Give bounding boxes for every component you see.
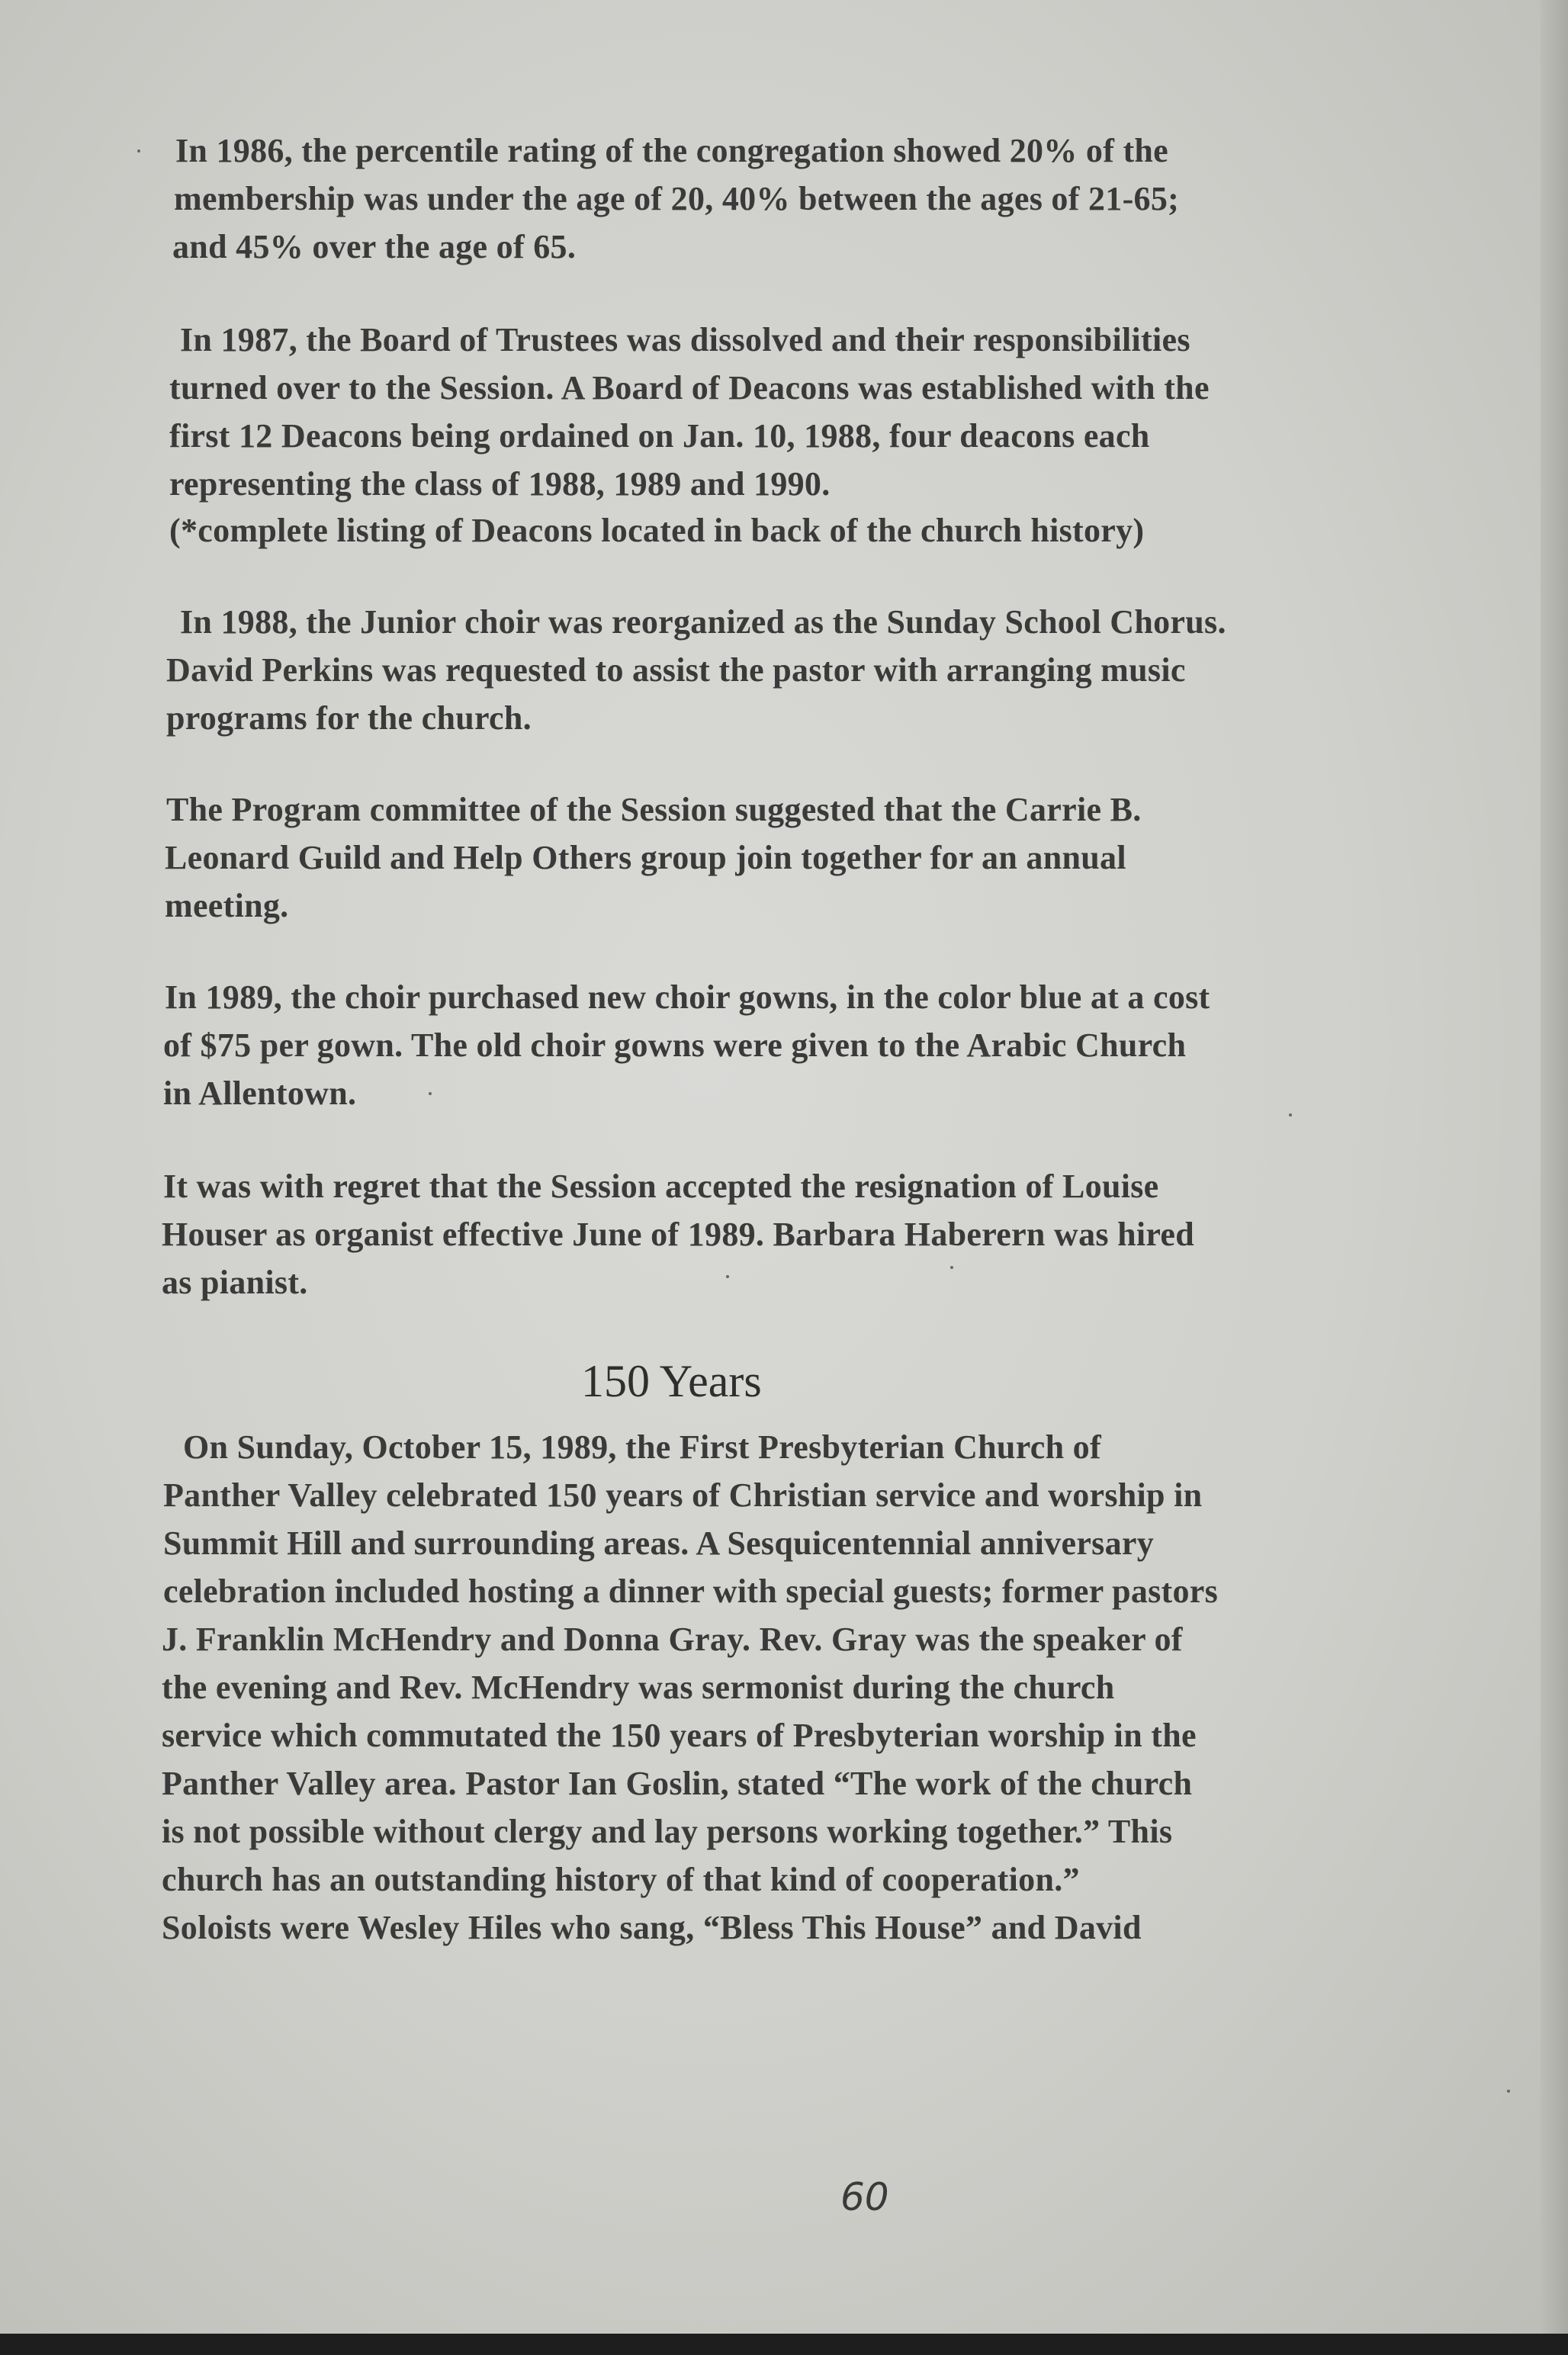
- text-line: Panther Valley area. Pastor Ian Goslin, stated “The work of the church: [162, 1765, 1193, 1802]
- text-line: In 1989, the choir purchased new choir gowns, in the color blue at a cost: [165, 978, 1210, 1016]
- scan-speck: [1507, 2090, 1510, 2093]
- text-line: representing the class of 1988, 1989 and 1990.: [169, 465, 831, 503]
- text-line: meeting.: [165, 887, 289, 924]
- page-shadow-edge: [1541, 0, 1568, 2334]
- text-line: In 1987, the Board of Trustees was dissolved and their responsibilities: [180, 321, 1190, 358]
- page-number: 60: [840, 2175, 889, 2219]
- text-line: Soloists were Wesley Hiles who sang, “Bless This House” and David: [162, 1909, 1142, 1946]
- text-line: service which commutated the 150 years of Presbyterian worship in the: [162, 1717, 1197, 1754]
- text-line: turned over to the Session. A Board of Deacons was established with the: [169, 369, 1210, 406]
- text-line: Leonard Guild and Help Others group join together for an annual: [165, 839, 1126, 876]
- text-line: (*complete listing of Deacons located in back of the church history): [169, 512, 1145, 549]
- scan-speck: [950, 1266, 953, 1269]
- scan-speck: [1289, 1113, 1292, 1116]
- scan-speck: [429, 1092, 432, 1095]
- text-line: It was with regret that the Session accepted the resignation of Louise: [163, 1168, 1159, 1205]
- text-line: J. Franklin McHendry and Donna Gray. Rev. Gray was the speaker of: [162, 1621, 1183, 1658]
- text-line: the evening and Rev. McHendry was sermonist during the church: [162, 1669, 1115, 1706]
- text-line: church has an outstanding history of that kind of cooperation.”: [162, 1861, 1080, 1898]
- text-line: David Perkins was requested to assist the pastor with arranging music: [166, 651, 1186, 689]
- scan-speck: [726, 1275, 729, 1278]
- text-line: in Allentown.: [163, 1075, 357, 1112]
- text-line: first 12 Deacons being ordained on Jan. 10, 1988, four deacons each: [169, 417, 1150, 455]
- text-line: Houser as organist effective June of 1989. Barbara Haberern was hired: [162, 1216, 1195, 1253]
- section-heading: 150 Years: [581, 1356, 762, 1406]
- text-line: In 1988, the Junior choir was reorganized as the Sunday School Chorus.: [180, 603, 1226, 641]
- text-line: is not possible without clergy and lay persons working together.” This: [162, 1813, 1173, 1850]
- text-line: membership was under the age of 20, 40% between the ages of 21-65;: [174, 180, 1180, 217]
- text-line: In 1986, the percentile rating of the congregation showed 20% of the: [175, 132, 1169, 169]
- text-line: On Sunday, October 15, 1989, the First Presbyterian Church of: [183, 1428, 1101, 1466]
- text-line: of $75 per gown. The old choir gowns were given to the Arabic Church: [163, 1026, 1187, 1064]
- text-line: and 45% over the age of 65.: [172, 228, 577, 265]
- text-line: as pianist.: [162, 1264, 308, 1301]
- text-line: Panther Valley celebrated 150 years of Christian service and worship in: [163, 1476, 1203, 1514]
- text-line: Summit Hill and surrounding areas. A Sesquicentennial anniversary: [163, 1524, 1155, 1562]
- text-line: programs for the church.: [166, 699, 532, 737]
- scan-speck: [137, 149, 140, 153]
- scan-bottom-border: [0, 2334, 1568, 2355]
- text-line: celebration included hosting a dinner with special guests; former pastors: [163, 1573, 1219, 1610]
- text-line: The Program committee of the Session suggested that the Carrie B.: [166, 791, 1142, 828]
